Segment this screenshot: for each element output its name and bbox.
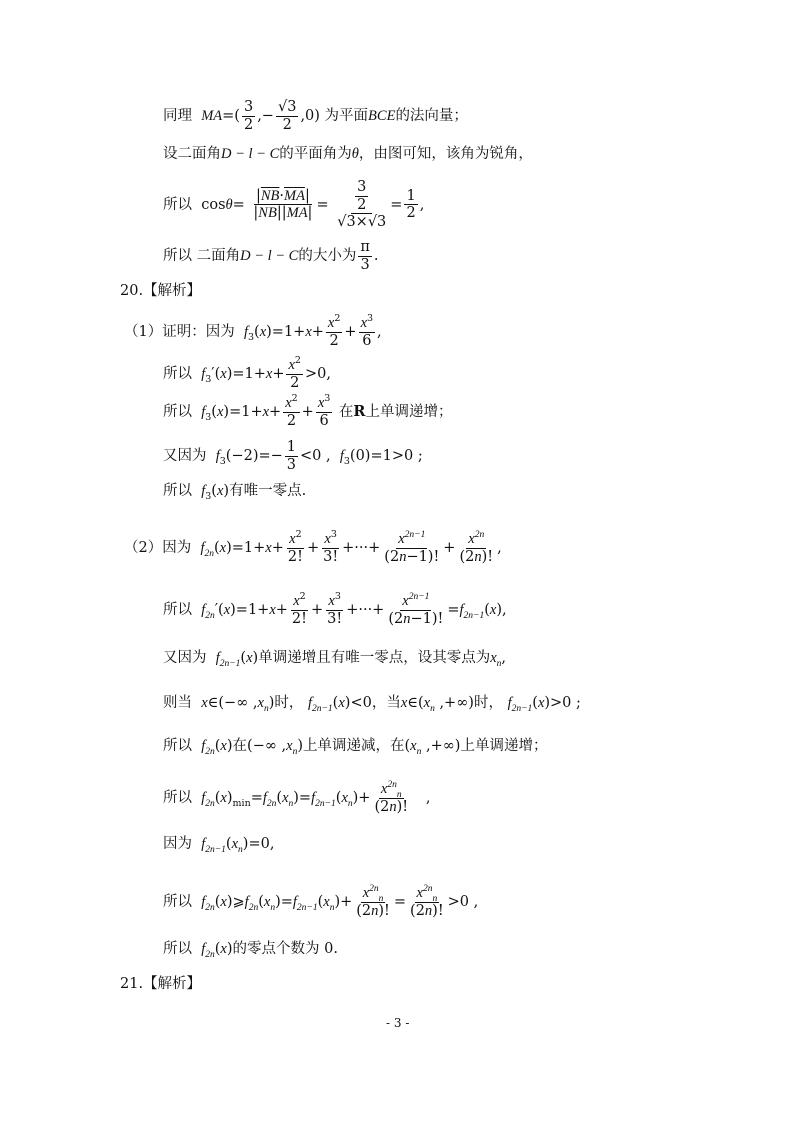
line-normal-vector: 同理 MA=( $\frac{3}{2}$ ,− $\frac{√3}{2}$ ,0) 为平面BCE的法向量； [163, 99, 468, 133]
text: ，由图可知，该角为锐角， [358, 146, 533, 162]
text: 单调递增且有唯一零点，设其零点为 [258, 650, 491, 666]
text: 时， [473, 695, 503, 711]
text: 的法向量； [395, 108, 468, 124]
text: 的平面角为 [279, 146, 352, 162]
part2-line7: 因为 $f_{2n-1}(x_n)=0$, [163, 836, 275, 855]
text: 则当 [163, 695, 192, 711]
text: （2）因为 [124, 540, 192, 556]
text: 为平面 [324, 108, 369, 124]
part2-line1: （2）因为 $f_{2n}(x)=1+x+$ $\frac{x^2}{2!}$ + $\frac{x^3}{3!}$ +···+ $\frac{x^{2n-1}}{(2n-1)!}$ + $\frac{x^{2n}}{(2n)!}$ , [124, 529, 502, 565]
text: 所以 [163, 738, 192, 754]
text: 所以 二面角 [163, 248, 241, 264]
part2-line5: 所以 $f_{2n}(x)$在(−∞ $,x_n$)上单调递减，在($x_n$ ,+∞)上单调递增； [163, 738, 548, 757]
text: 上单调递增； [460, 738, 548, 754]
text: 所以 [163, 602, 192, 618]
text: 所以 [163, 941, 192, 957]
text: 有唯一零点. [229, 483, 307, 499]
text: 又因为 [163, 650, 207, 666]
line-cos: 所以 cosθ= $\frac{|\overline{NB}\cdot\overline{MA}|}{|NB||MA|}$ = $\frac{\frac{3}{2}}{√3\times√3}$ = $\frac{1}{2}$ , [163, 179, 425, 230]
text: 上单调递减，在 [303, 738, 405, 754]
part2-line6: 所以 $f_{2n}(x)_{min}=f_{2n}(x_n)=f_{2n-1}(x_n)+$ $\frac{x^{2n}_n}{(2n)!}$ , [163, 780, 431, 815]
text: 上单调递增； [365, 404, 453, 420]
text: 的零点个数为 0. [232, 941, 338, 957]
text: 的大小为 [298, 248, 357, 264]
part1-line2: 所以 $f_3'(x)=1+x+$ $\frac{x^2}{2}$ >0, [163, 355, 331, 391]
part2-line3: 又因为 $f_{2n-1}(x)$单调递增且有唯一零点，设其零点为$x_n$, [163, 650, 506, 669]
part1-line3: 所以 $f_3(x)=1+x+$ $\frac{x^2}{2}$ + $\frac{x^3}{6}$ 在R上单调递增； [163, 393, 453, 429]
text: 在 [232, 738, 248, 754]
text: 又因为 [163, 448, 207, 464]
text: 所以 [163, 404, 192, 420]
text: ，当 [371, 695, 401, 711]
plane-name: BCE [368, 108, 396, 124]
text: 所以 [163, 894, 192, 910]
section-20-heading: 20.【解析】 [120, 283, 202, 299]
text: 在 [338, 404, 354, 420]
page-number: - 3 - [386, 1016, 410, 1030]
line-dihedral-result: 所以 二面角D − l − C的大小为 $\frac{\pi}{3}$ . [163, 239, 379, 273]
text: 时， [274, 695, 304, 711]
part1-line1: （1）证明：因为 $f_3(x)=1+x+$ $\frac{x^2}{2}$ + $\frac{x^3}{6}$ , [124, 313, 382, 349]
part2-line8: 所以 $f_{2n}(x)⩾f_{2n}(x_n)=f_{2n-1}(x_n)+$ $\frac{x^{2n}_n}{(2n)!}$ = $\frac{x^{2n}_n}{(2n)!}$ >0 , [163, 884, 479, 919]
section-21-heading: 21.【解析】 [120, 976, 202, 992]
part1-line4: 又因为 $f_3(-2)=-$ $\frac{1}{3}$ <0 , $f_3(0)=1>0$ ; [163, 439, 423, 473]
text: 所以 [163, 196, 192, 213]
text: （1）证明：因为 [124, 324, 235, 340]
text: 所以 [163, 366, 192, 382]
text: 所以 [163, 483, 192, 499]
line-dihedral-setup: 设二面角D − l − C的平面角为θ，由图可知，该角为锐角， [163, 146, 533, 162]
part2-line9: 所以 $f_{2n}(x)$的零点个数为 0. [163, 941, 338, 960]
real-set: R [353, 403, 366, 420]
text: 设二面角 [163, 146, 221, 162]
part2-line2: 所以 $f_{2n}'(x)=1+x+$ $\frac{x^2}{2!}$ + $\frac{x^3}{3!}$ +···+ $\frac{x^{2n-1}}{(2n-1)!}$ $=f_{2n-1}(x)$, [163, 591, 507, 627]
text: 因为 [163, 836, 192, 852]
part2-line4: 则当 x∈(−∞ $,x_n$)时， $f_{2n-1}(x)<0$，当$x\in(x_n$ ,+∞)时， $f_{2n-1}(x)>0$ ; [163, 695, 581, 714]
text: 同理 [163, 108, 192, 124]
part1-line5: 所以 $f_3(x)$有唯一零点. [163, 483, 307, 502]
text: 所以 [163, 790, 192, 806]
